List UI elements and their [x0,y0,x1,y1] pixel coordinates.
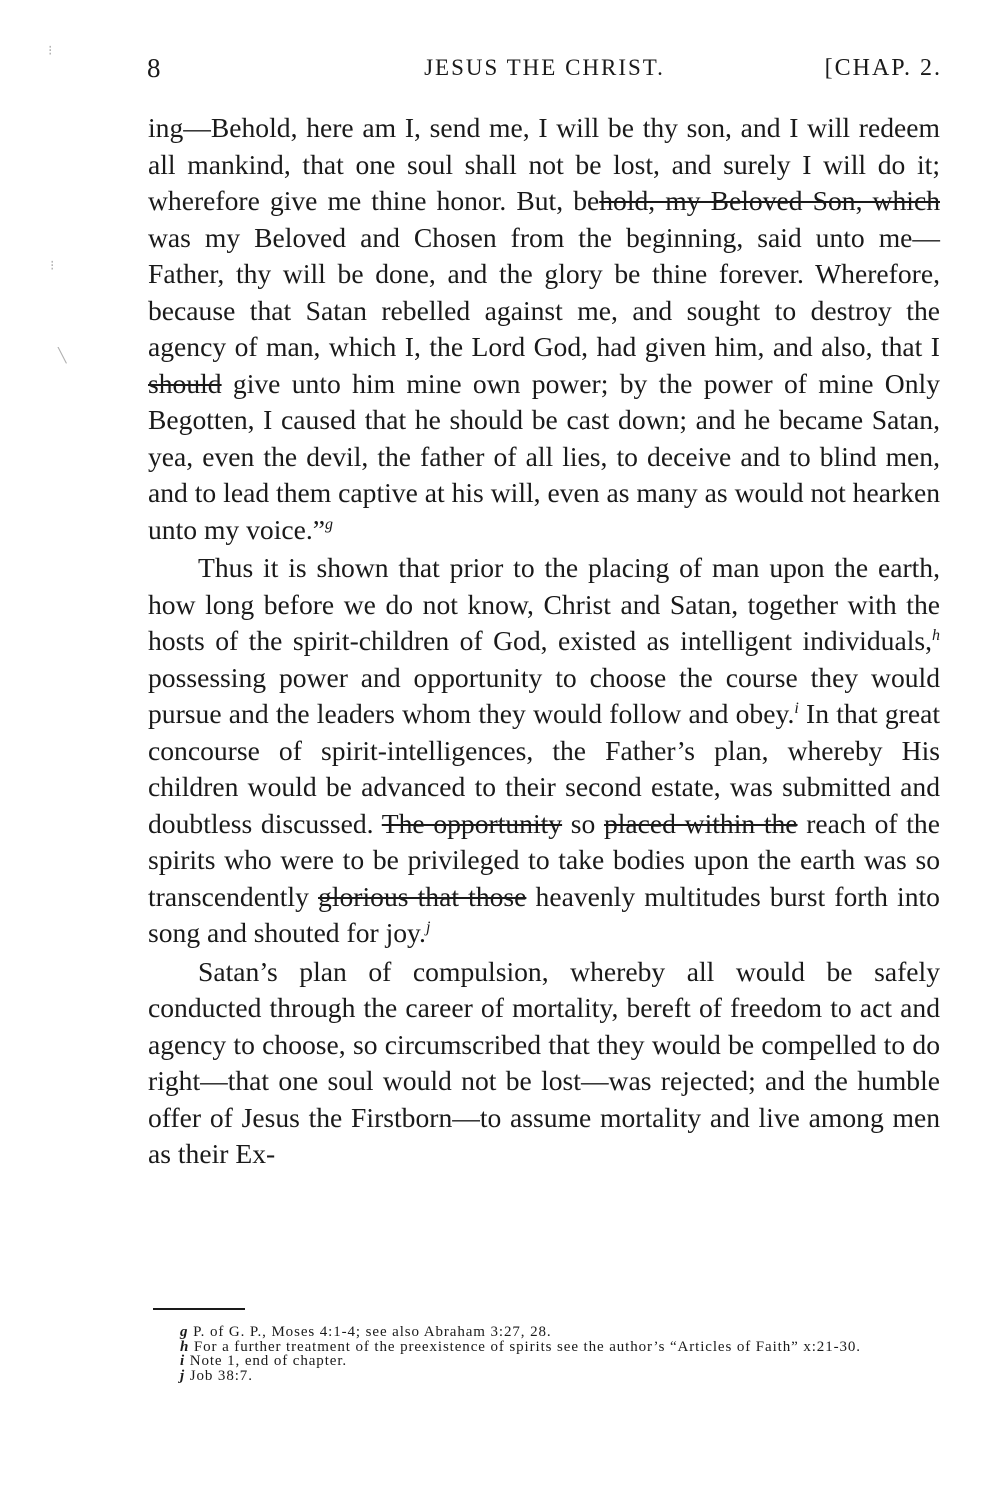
margin-scan-mark: ⁝ [48,44,53,59]
paragraph [148,954,940,1173]
paragraph [148,110,940,548]
footnote-reference: i [794,700,799,717]
footnote [170,1369,950,1384]
footnote [170,1340,950,1355]
struck-text: hold, my Beloved Son, which [599,185,940,216]
margin-scan-mark: ⁝ [50,259,55,274]
paragraph-text: ing—Behold, here am I, send me, I will be thy son, and I will redeem all mankind, that one soul shall not be lost, and surely I will do it; wherefore give me thine honor. But, be [148,112,940,216]
paragraph-text: possessing power and opportunity to choose the course they would pursue and the leaders whom they would follow and obey. [148,661,940,729]
struck-text: placed within the [603,807,798,839]
paragraph-text: heavenly multitudes burst forth into song and shouted for joy. [148,880,940,948]
paragraph-text: Satan’s plan of compulsion, whereby all would be safely conducted through the career of mortality, bereft of freedom to act and agency to choose, so circumscribed that they would be compelled to do right—that one soul would not be lost—was rejected; and the humble offer of Jesus the Firstborn—to assume mortality and live among men as their Ex- [148,955,940,1169]
page-number: 8 [147,53,161,83]
chapter-label: [CHAP. 2. [824,55,942,81]
paragraph-text: In that great concourse of spirit-intelligences, the Father’s plan, whereby His children would be advanced to their second estate, was submitted and doubtless discussed. [148,698,940,839]
footnote-text: Note 1, end of chapter. [189,1353,348,1369]
page-header [147,48,942,88]
footnote-text: For a further treatment of the preexistence of spirits see the author’s “Articles of Faith” x:21-30. [193,1338,861,1355]
paragraph [148,550,940,952]
footnote-text: P. of G. P., Moses 4:1-4; see also Abraham 3:27, 28. [193,1324,552,1340]
paragraph-text: Thus it is shown that prior to the placing of man upon the earth, how long before we do not know, Christ and Satan, together with the hosts of the spirit-children of God, existed as intelligent individuals, [148,552,940,656]
margin-scan-mark: ╲ [58,349,67,364]
running-title: JESUS THE CHRIST. [424,55,665,80]
footnote-reference: g [325,515,334,533]
paragraph-text: give unto him mine own power; by the power of mine Only Begotten, I caused that he should be cast down; and he became Satan, yea, even the devil, the father of all lies, to deceive and to blind men, and to lead them captive at his will, even as many as would not hearken unto my voice.” [148,367,940,545]
footnote-mark: j [180,1367,186,1384]
paragraph-text: reach of the spirits who were to be privileged to take bodies upon the earth was so transcendently [148,807,940,912]
paragraph-text: so [562,807,604,839]
footnote-reference: j [425,919,431,936]
footnote [170,1325,950,1340]
footnote-reference: h [932,627,940,644]
paragraph-text: was my Beloved and Chosen from the beginning, said unto me—Father, thy will be done, and the glory be thine forever. Wherefore, because that Satan rebelled against me, and sought to destroy the agency of man, which I, the Lord God, had given him, and also, that I [148,221,940,362]
footnote-text: Job 38:7. [189,1367,253,1384]
struck-text: The opportunity [381,807,563,839]
footnote-mark: h [180,1338,190,1355]
struck-text: glorious that those [318,880,527,912]
footnotes [170,1325,950,1383]
body-text [148,110,940,1173]
footnote-rule [153,1308,245,1310]
footnote-mark: i [180,1353,186,1369]
footnote-mark: g [180,1324,189,1340]
footnote [170,1354,950,1369]
struck-text: should [148,367,222,399]
